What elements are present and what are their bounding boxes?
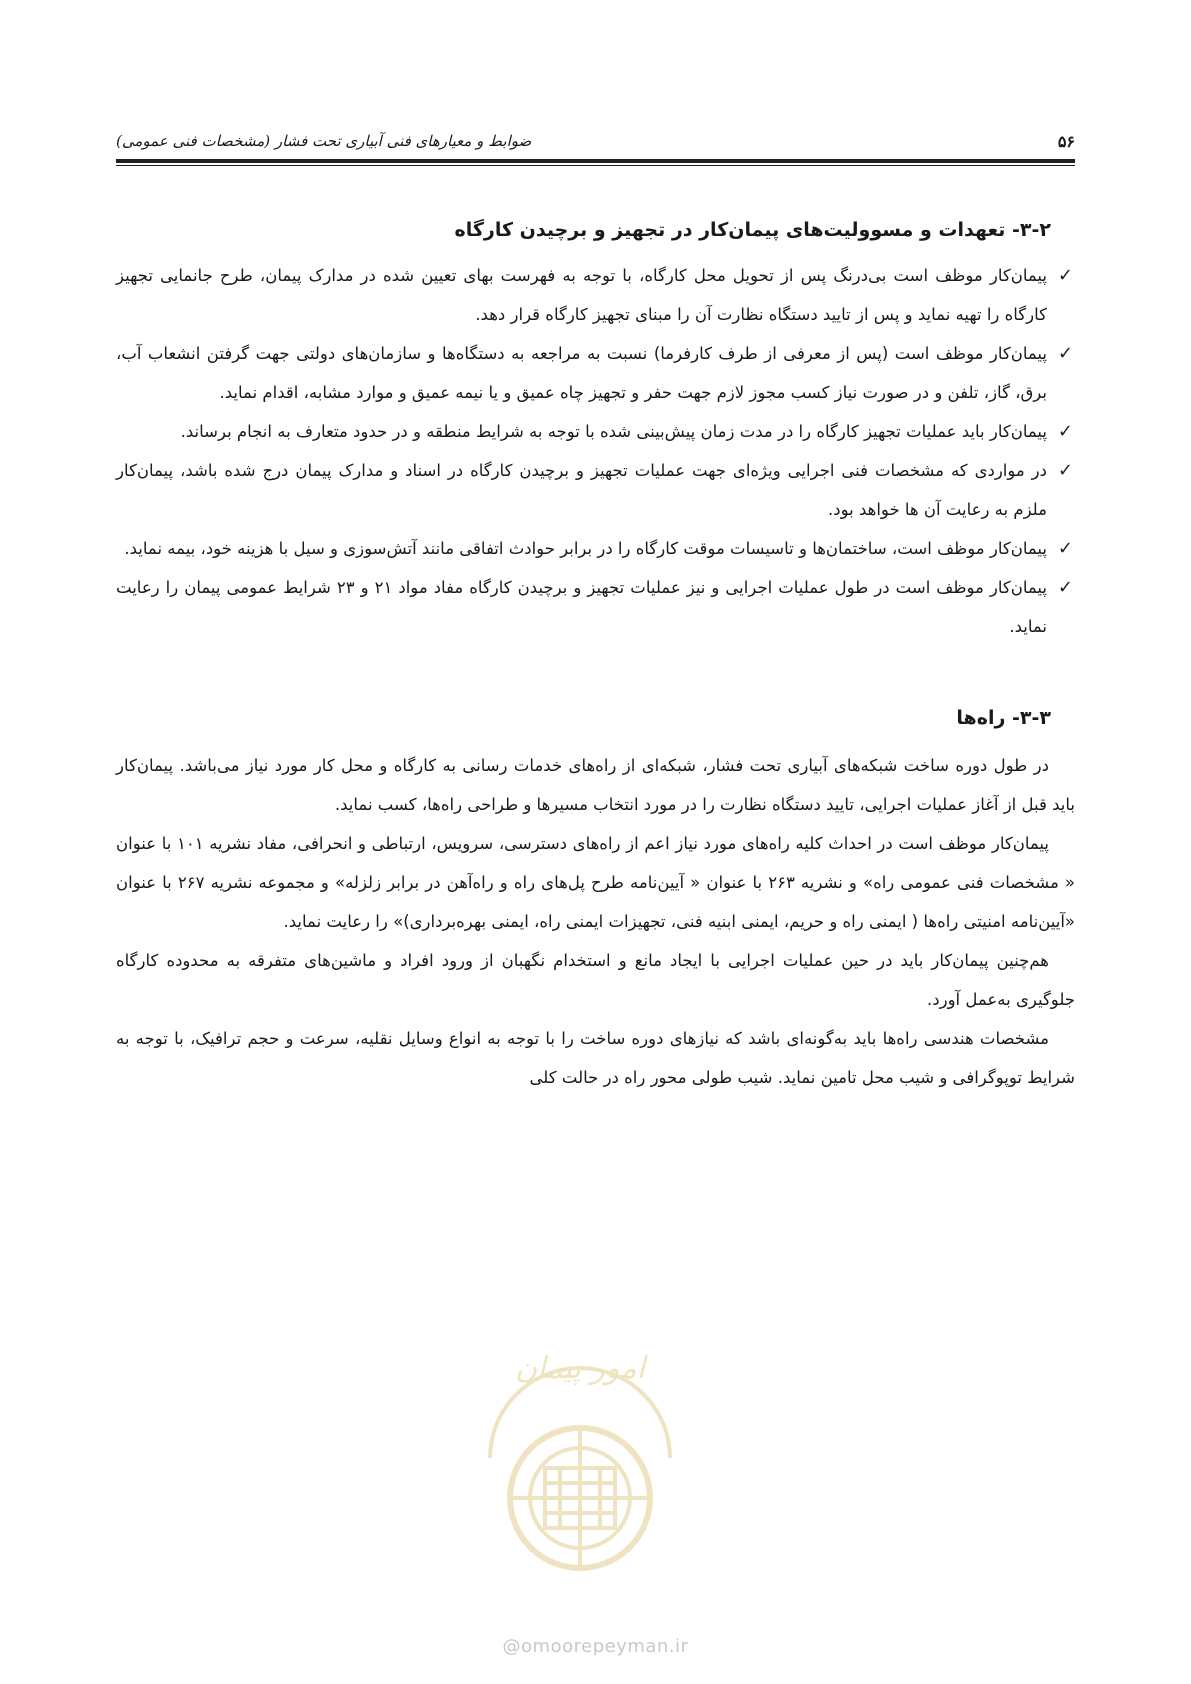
page-number: ۵۶ <box>1057 132 1075 151</box>
running-header <box>116 128 1075 154</box>
checkmark-icon: ✓ <box>1057 421 1073 442</box>
section-heading-3-3: ۳-۳- راه‌ها <box>956 707 1051 729</box>
list-item <box>116 256 1075 334</box>
checkmark-icon: ✓ <box>1057 577 1073 598</box>
paragraph: پیمان‌کار موظف است در احداث کلیه راه‌های مورد نیاز اعم از راه‌های دسترسی، سرویس، ارتباطی و انحرافی، مفاد نشریه ۱۰۱ با عنوان « مشخصات فنی عمومی راه» و نشریه ۲۶۳ با عنوان « آیین‌نامه طرح پل‌های راه و راه‌آهن در برابر زلزله» و مجموعه نشریه ۲۶۷ با عنوان «آیین‌نامه امنیتی راه‌ها ( ایمنی راه و حریم، ایمنی ابنیه فنی، تجهیزات ایمنی راه، ایمنی بهره‌برداری)» را رعایت نماید. <box>116 834 1075 931</box>
list-item-text: پیمان‌کار موظف است بی‌درنگ پس از تحویل محل کارگاه، با توجه به فهرست بهای تعیین شده در مدارک پیمان، طرح جانمایی تجهیز کارگاه را تهیه نماید و پس از تایید دستگاه نظارت آن را مبنای تجهیز کارگاه قرار دهد. <box>116 266 1047 324</box>
list-item-text: پیمان‌کار موظف است در طول عملیات اجرایی و نیز عملیات تجهیز و برچیدن کارگاه مفاد مواد ۲۱ و ۲۳ شرایط عمومی پیمان را رعایت نماید. <box>116 578 1048 636</box>
watermark-url: @omoorepeyman.ir <box>502 1636 689 1657</box>
checkmark-icon: ✓ <box>1057 265 1073 286</box>
checkmark-icon: ✓ <box>1057 343 1073 364</box>
list-item-text: در مواردی که مشخصات فنی اجرایی ویژه‌ای جهت عملیات تجهیز و برچیدن کارگاه در اسناد و مدارک پیمان درج شده باشد، پیمان‌کار ملزم به رعایت آن ها خواهد بود. <box>116 461 1047 519</box>
obligations-list <box>116 256 1075 646</box>
running-title: ضوابط و معیارهای فنی آبیاری تحت فشار (مشخصات فنی عمومی) <box>116 132 532 150</box>
list-item <box>116 451 1075 529</box>
paragraph: در طول دوره ساخت شبکه‌های آبیاری تحت فشار، شبکه‌ای از راه‌های خدمات رسانی به کارگاه و محل کار مورد نیاز می‌باشد. پیمان‌کار باید قبل از آغاز عملیات اجرایی، تایید دستگاه نظارت را در مورد انتخاب مسیرها و طراحی راه‌ها، کسب نماید. <box>116 756 1075 814</box>
header-rule-thin <box>116 165 1075 166</box>
list-item <box>116 568 1075 646</box>
list-item <box>116 412 1075 451</box>
checkmark-icon: ✓ <box>1057 538 1073 559</box>
paragraph: هم‌چنین پیمان‌کار باید در حین عملیات اجرایی با ایجاد مانع و استخدام نگهبان از ورود افراد و ماشین‌های متفرقه به محدوده کارگاه جلوگیری به‌عمل آورد. <box>116 951 1075 1009</box>
header-rule-thick <box>116 159 1075 163</box>
list-item <box>116 529 1075 568</box>
list-item <box>116 334 1075 412</box>
checkmark-icon: ✓ <box>1057 460 1073 481</box>
list-item-text: پیمان‌کار باید عملیات تجهیز کارگاه را در مدت زمان پیش‌بینی شده با توجه به شرایط منطقه و در حدود متعارف به انجام برساند. <box>180 422 1047 441</box>
list-item-text: پیمان‌کار موظف است، ساختمان‌ها و تاسیسات موقت کارگاه را در برابر حوادث اتفاقی مانند آتش‌سوزی و سیل با هزینه خود، بیمه نماید. <box>124 539 1047 558</box>
paragraph: مشخصات هندسی راه‌ها باید به‌گونه‌ای باشد که نیازهای دوره ساخت را با توجه به انواع وسایل نقلیه، سرعت و حجم ترافیک، با توجه به شرایط توپوگرافی و شیب محل تامین نماید. شیب طولی محور راه در حالت کلی <box>116 1029 1075 1087</box>
watermark-logo-text: امور پیمان <box>515 1351 645 1386</box>
watermark-seal-icon <box>460 1308 700 1608</box>
section-heading-3-2: ۳-۲- تعهدات و مسوولیت‌های پیمان‌کار در تجهیز و برچیدن کارگاه <box>454 219 1051 241</box>
list-item-text: پیمان‌کار موظف است (پس از معرفی از طرف کارفرما) نسبت به مراجعه به دستگاه‌ها و سازمان‌های دولتی جهت گرفتن انشعاب آب، برق، گاز، تلفن و در صورت نیاز کسب مجوز لازم جهت حفر و تجهیز چاه عمیق و یا نیمه عمیق و موارد مشابه، اقدام نماید. <box>116 344 1047 402</box>
page-content <box>116 210 1075 1097</box>
